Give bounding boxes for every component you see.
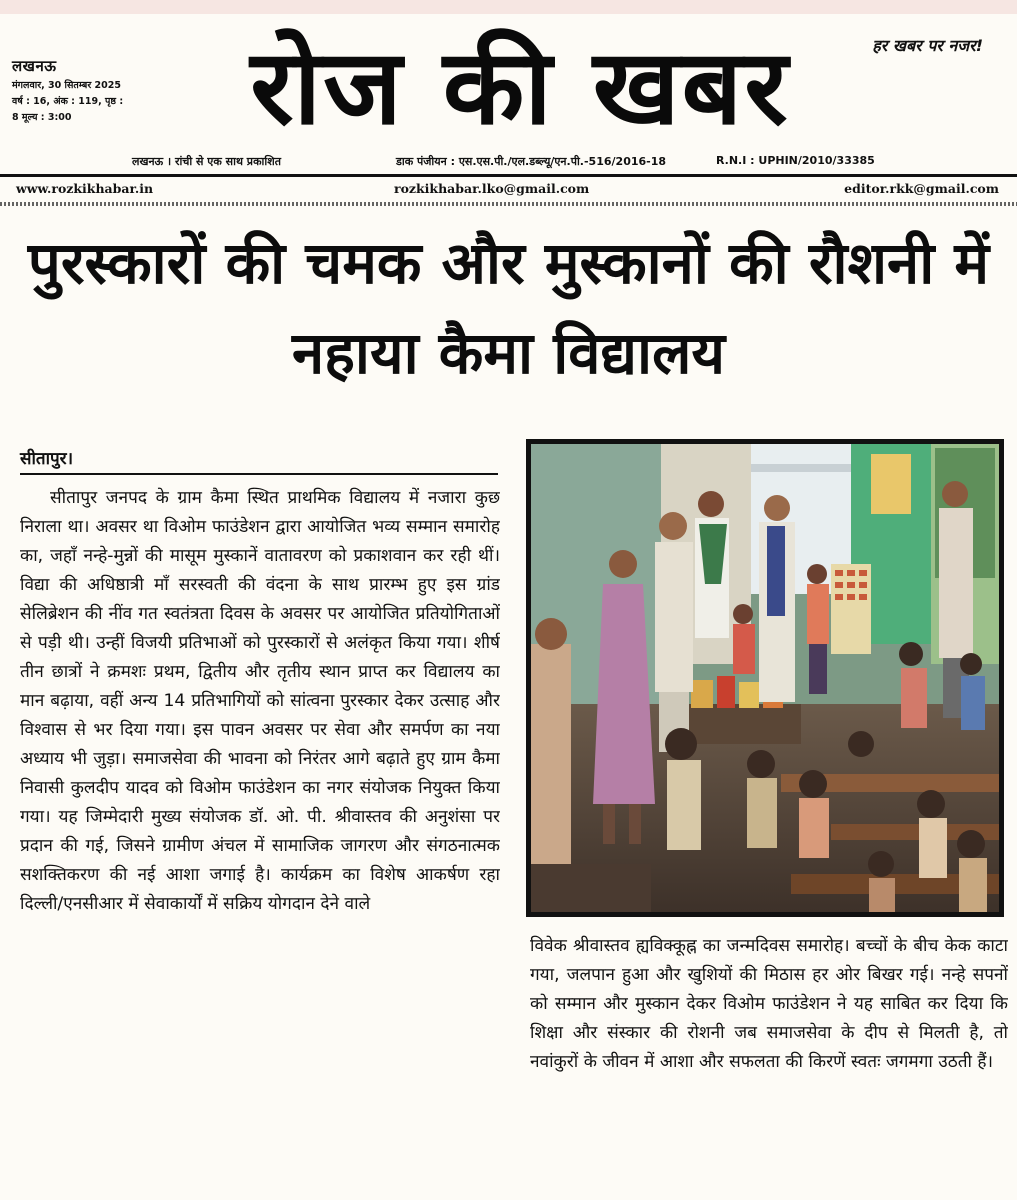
article-photo-frame xyxy=(526,439,1004,917)
contact-rule xyxy=(0,202,1017,206)
editor-email-link[interactable]: editor.rkk@gmail.com xyxy=(844,181,999,196)
masthead-rule xyxy=(0,174,1017,177)
article-photo xyxy=(531,444,999,912)
rni-number: R.N.I : UPHIN/2010/33385 xyxy=(716,154,875,167)
article-headline: पुरस्कारों की चमक और मुस्कानों की रौशनी में नहाया कैमा विद्यालय xyxy=(27,229,990,387)
article-dateline: सीतापुर। xyxy=(20,446,498,475)
article-body-left: सीतापुर जनपद के ग्राम कैमा स्थित प्राथमिक विद्यालय में नजारा कुछ निराला था। अवसर था विओम फाउंडेशन द्वारा आयोजित भव्य सम्मान समारोह का, जहाँ नन्हे-मुन्नों की मासूम मुस्कानें वातावरण को प्रकाशवान कर रही थीं। विद्या की अधिष्ठात्री माँ सरस्वती की वंदना के साथ प्रारम्भ हुए इस ग्रांड सेलिब्रेशन की नींव गत स्वतंत्रता दिवस के अवसर पर आयोजित प्रतियोगिताओं से पड़ी थी। उन्हीं विजयी प्रतिभाओं को पुरस्कारों से अलंकृत किया गया। शीर्ष तीन छात्रों ने क्रमशः प्रथम, द्वितीय और तृतीय स्थान प्राप्त कर विद्यालय का मान बढ़ाया, वहीं अन्य 14 प्रतिभागियों को सांत्वना पुरस्कार देकर उत्साह और विश्वास से भर दिया गया। इस पावन अवसर पर सेवा और समर्पण का नया अध्याय भी जुड़ा। समाजसेवा की भावना को निरंतर आगे बढ़ाते हुए ग्राम कैमा निवासी कुलदीप यादव को विओम फाउंडेशन का नगर संयोजक नियुक्त किया गया। यह जिम्मेदारी मुख्य संयोजक डॉ. ओ. पी. श्रीवास्तव की अनुशंसा पर प्रदान की गई, जिसने ग्रामीण अंचल में सामाजिक जागरण और संगठनात्मक सशक्तिकरण की नई आशा जगाई है। कार्यक्रम का विशेष आकर्षण रहा दिल्ली/एनसीआर में सेवाकार्यों में सक्रिय योगदान देने वाले xyxy=(20,488,500,914)
postal-registration: डाक पंजीयन : एस.एस.पी./एल.डब्ल्यू/एन.पी.-516/2016-18 xyxy=(396,155,667,168)
masthead-dateline: मंगलवार, 30 सितम्बर 2025 वर्ष : 16, अंक : 119, पृष्ठ : 8 मूल्य : 3:00 xyxy=(12,80,124,123)
article-body-right: विवेक श्रीवास्तव ह्यविक्कूह्न का जन्मदिवस समारोह। बच्चों के बीच केक काटा गया, जलपान हुआ और खुशियों की मिठास हर ओर बिखर गई। नन्हे सपनों को सम्मान और मुस्कान देकर विओम फाउंडेशन ने यह साबित कर दिया कि शिक्षा और संस्कार की रोशनी जब समाजसेवा के दीप से मिलती है, तो नवांकुरों के जीवन में आशा और सफलता की किरणें स्वतः जगमगा उठती हैं। xyxy=(530,936,1008,1072)
masthead-registration-line xyxy=(0,152,1017,172)
desk-email-link[interactable]: rozkikhabar.lko@gmail.com xyxy=(394,181,590,196)
top-strip xyxy=(0,0,1017,14)
masthead-city: लखनऊ xyxy=(12,57,57,75)
website-link[interactable]: www.rozkikhabar.in xyxy=(16,181,154,196)
classroom-photo-illustration xyxy=(531,444,999,912)
published-from: लखनऊ । रांची से एक साथ प्रकाशित xyxy=(132,155,281,168)
contact-bar xyxy=(0,178,1017,200)
masthead-dateline-block xyxy=(12,56,130,126)
newspaper-tagline: हर खबर पर नजर! xyxy=(872,36,983,55)
newspaper-title: रोज की खबर xyxy=(250,26,790,148)
